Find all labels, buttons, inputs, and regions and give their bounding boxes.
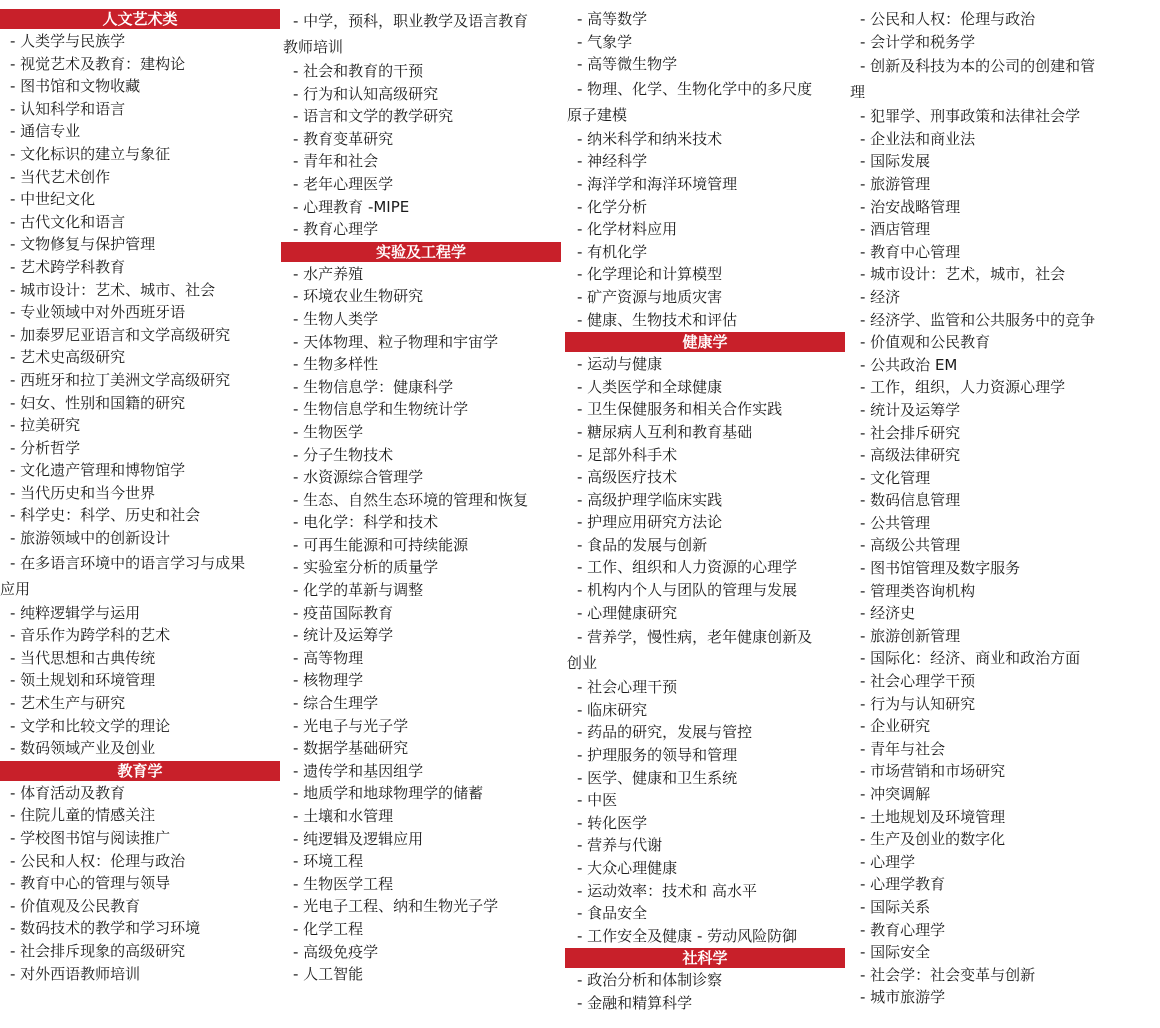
program-item: - 光电子与光子学 (293, 716, 409, 735)
program-item: - 人类医学和全球健康 (577, 377, 723, 396)
program-item: - 公民和人权：伦理与政治 (10, 851, 186, 870)
program-item: - 西班牙和拉丁美洲文学高级研究 (10, 370, 231, 389)
program-item: - 实验室分析的质量学 (293, 558, 439, 577)
program-item: - 高等微生物学 (577, 55, 678, 74)
program-item: - 转化医学 (577, 813, 648, 832)
program-item: - 市场营销和市场研究 (860, 762, 1006, 781)
program-item: - 文化管理 (860, 468, 931, 487)
program-item: - 青年和社会 (293, 152, 379, 171)
program-item: - 心理学 (860, 852, 916, 871)
program-item: - 学校图书馆与阅读推广 (10, 829, 171, 847)
program-item: - 住院儿童的情感关注 (10, 806, 156, 825)
program-item: - 纯粹逻辑学与运用 (10, 603, 141, 622)
program-item: - 国际关系 (860, 897, 931, 916)
program-item-line-2: 创业 (567, 654, 598, 673)
program-item: - 神经科学 (577, 152, 648, 171)
program-item: - 天体物理、粒子物理和宇宙学 (293, 332, 499, 351)
column-4 (850, 8, 1130, 1009)
program-item: - 化学分析 (577, 197, 648, 216)
program-item: - 统计及运筹学 (860, 400, 961, 419)
program-item: - 机构内个人与团队的管理与发展 (577, 581, 798, 600)
program-item: - 数码领域产业及创业 (10, 739, 156, 758)
program-item: - 足部外科手术 (577, 445, 678, 464)
program-item: - 矿产资源与地质灾害 (577, 287, 723, 306)
program-item: - 文学和比较文学的理论 (10, 716, 171, 735)
program-item: - 图书馆管理及数字服务 (860, 559, 1021, 578)
program-item: - 管理类咨询机构 (860, 581, 976, 600)
program-item: - 艺术史高级研究 (10, 348, 126, 367)
program-item: - 化学材料应用 (577, 220, 678, 239)
program-item: - 语言和文学的教学研究 (293, 107, 454, 126)
program-item: - 纯逻辑及逻辑应用 (293, 829, 424, 848)
program-item: - 护理应用研究方法论 (577, 513, 723, 532)
program-item: - 环境工程 (293, 852, 364, 871)
program-item: - 金融和精算科学 (577, 993, 693, 1012)
program-item: - 统计及运筹学 (293, 626, 394, 645)
program-item: - 旅游管理 (860, 174, 931, 193)
program-item: - 会计学和税务学 (860, 32, 976, 51)
program-item: - 古代文化和语言 (10, 212, 126, 231)
program-item: - 治安战略管理 (860, 197, 961, 216)
program-item: - 城市设计：艺术，城市，社会 (860, 265, 1066, 284)
program-item: - 心理学教育 (860, 875, 946, 894)
program-item: - 视觉艺术及教育：建构论 (10, 54, 186, 73)
program-item: - 音乐作为跨学科的艺术 (10, 626, 171, 645)
program-item: - 艺术跨学科教育 (10, 257, 126, 276)
program-item: - 国际化：经济、商业和政治方面 (860, 649, 1081, 668)
program-item: - 核物理学 (293, 671, 364, 690)
program-item: - 数据学基础研究 (293, 739, 409, 758)
program-item: - 高级护理学临床实践 (577, 490, 723, 509)
program-item: - 气象学 (577, 32, 633, 51)
program-item: - 化学工程 (293, 919, 364, 938)
program-item: - 工作安全及健康 - 劳动风险防御 (577, 926, 798, 945)
program-item: - 企业法和商业法 (860, 129, 976, 148)
program-item: - 水产养殖 (293, 264, 364, 283)
program-item: - 疫苗国际教育 (293, 603, 394, 622)
program-item: - 生物医学工程 (293, 874, 394, 893)
program-item-line-1: - 创新及科技为本的公司的创建和管 (860, 57, 1096, 76)
program-item: - 当代思想和古典传统 (10, 648, 156, 667)
program-item: - 经济学、监管和公共服务中的竞争 (860, 310, 1096, 329)
program-item: - 犯罪学、刑事政策和法律社会学 (860, 107, 1081, 126)
section-header: 人文艺术类 (0, 9, 280, 29)
program-item: - 价值观及公民教育 (10, 896, 141, 915)
program-item: - 纳米科学和纳米技术 (577, 129, 723, 148)
program-item: - 社会排斥现象的高级研究 (10, 941, 186, 960)
program-item: - 当代艺术创作 (10, 167, 111, 186)
program-item: - 环境农业生物研究 (293, 287, 424, 306)
program-item: - 公民和人权：伦理与政治 (860, 10, 1036, 28)
program-item: - 社会学：社会变革与创新 (860, 965, 1036, 984)
program-item: - 有机化学 (577, 242, 648, 261)
program-item: - 高级医疗技术 (577, 468, 678, 487)
program-item: - 运动与健康 (577, 355, 663, 374)
program-item: - 企业研究 (860, 717, 931, 736)
program-item: - 生物多样性 (293, 355, 379, 374)
program-item: - 水资源综合管理学 (293, 468, 424, 487)
program-item: - 护理服务的领导和管理 (577, 746, 738, 765)
program-item-line-2: 应用 (0, 579, 31, 598)
program-item-line-2: 教师培训 (283, 38, 344, 56)
section-header: 社科学 (565, 948, 845, 968)
program-item: - 高级免疫学 (293, 942, 379, 961)
program-item: - 认知科学和语言 (10, 99, 126, 118)
program-item: - 卫生保健服务和相关合作实践 (577, 400, 783, 419)
program-item: - 社会排斥研究 (860, 423, 961, 442)
section-header: 教育学 (0, 761, 280, 781)
section-header: 实验及工程学 (281, 242, 561, 262)
program-item: - 食品安全 (577, 904, 648, 923)
program-item: - 社会心理干预 (577, 678, 678, 697)
program-item: - 大众心理健康 (577, 859, 678, 877)
program-item: - 中医 (577, 791, 618, 810)
program-item: - 高等数学 (577, 10, 648, 28)
program-item: - 文物修复与保护管理 (10, 235, 156, 254)
program-item: - 心理健康研究 (577, 603, 678, 622)
program-item: - 当代历史和当今世界 (10, 483, 156, 502)
program-item: - 综合生理学 (293, 694, 379, 713)
program-item: - 化学理论和计算模型 (577, 265, 723, 284)
program-item: - 国际发展 (860, 152, 931, 171)
program-item: - 生物信息学：健康科学 (293, 377, 454, 396)
program-item: - 糖尿病人互利和教育基础 (577, 422, 753, 441)
program-item (283, 8, 563, 60)
program-item: - 化学的革新与调整 (293, 581, 424, 600)
program-item: - 体育活动及教育 (10, 783, 126, 802)
program-item: - 人工智能 (293, 965, 364, 984)
program-item: - 老年心理医学 (293, 174, 394, 193)
program-item: - 地质学和地球物理学的储蓄 (293, 784, 484, 803)
program-item-line-1: - 物理、化学、生物化学中的多尺度 (577, 79, 813, 98)
program-item: - 土壤和水管理 (293, 807, 394, 825)
program-item (567, 624, 847, 676)
program-item (567, 76, 847, 128)
program-item: - 教育中心的管理与领导 (10, 874, 171, 893)
program-item: - 临床研究 (577, 700, 648, 719)
program-item: - 光电子工程、纳和生物光子学 (293, 897, 499, 916)
program-item: - 文化遗产管理和博物馆学 (10, 461, 186, 480)
program-item: - 旅游领域中的创新设计 (10, 529, 171, 548)
program-item: - 分子生物技术 (293, 445, 394, 464)
program-item-line-1: - 在多语言环境中的语言学习与成果 (10, 553, 246, 572)
program-item: - 生物医学 (293, 422, 364, 441)
program-item: - 社会心理学干预 (860, 672, 976, 691)
program-item: - 公共政治 EM (860, 355, 958, 374)
program-item: - 营养与代谢 (577, 836, 663, 855)
program-item: - 经济 (860, 287, 901, 306)
program-item: - 加泰罗尼亚语言和文学高级研究 (10, 325, 231, 344)
program-item: - 艺术生产与研究 (10, 694, 126, 713)
program-item: - 拉美研究 (10, 416, 81, 435)
program-item: - 妇女、性别和国籍的研究 (10, 393, 186, 412)
program-item: - 图书馆和文物收藏 (10, 77, 141, 96)
program-item: - 工作、组织和人力资源的心理学 (577, 558, 798, 577)
program-item: - 价值观和公民教育 (860, 333, 991, 352)
program-item: - 经济史 (860, 604, 916, 623)
program-item: - 城市设计：艺术、城市、社会 (10, 280, 216, 299)
program-item: - 教育中心管理 (860, 242, 961, 261)
program-item: - 行为和认知高级研究 (293, 84, 439, 103)
program-item: - 通信专业 (10, 122, 81, 141)
program-item: - 专业领域中对外西班牙语 (10, 303, 186, 322)
program-item: - 健康、生物技术和评估 (577, 310, 738, 329)
program-item: - 生态、自然生态环境的管理和恢复 (293, 490, 529, 509)
program-item: - 药品的研究，发展与管控 (577, 723, 753, 742)
section-header: 健康学 (565, 332, 845, 352)
program-item: - 行为与认知研究 (860, 694, 976, 713)
program-item: - 分析哲学 (10, 438, 81, 457)
program-item: - 可再生能源和可持续能源 (293, 535, 469, 554)
program-item: - 政治分析和体制诊察 (577, 971, 723, 990)
program-item: - 教育心理学 (293, 220, 379, 239)
program-item: - 生产及创业的数字化 (860, 830, 1006, 849)
program-item: - 数码信息管理 (860, 491, 961, 510)
program-item: - 酒店管理 (860, 220, 931, 239)
program-item: - 电化学：科学和技术 (293, 513, 439, 532)
program-item-line-2: 理 (850, 83, 866, 102)
program-item: - 人类学与民族学 (10, 32, 126, 50)
program-item: - 高等物理 (293, 648, 364, 667)
program-item (850, 53, 1130, 105)
program-item: - 冲突调解 (860, 785, 931, 803)
program-item: - 科学史：科学、历史和社会 (10, 506, 201, 525)
column-3 (567, 8, 847, 1015)
program-item: - 文化标识的建立与象征 (10, 144, 171, 163)
program-item (0, 550, 280, 602)
program-item-line-2: 原子建模 (567, 105, 628, 124)
program-item: - 高级法律研究 (860, 446, 961, 465)
program-item: - 土地规划及环境管理 (860, 807, 1006, 826)
program-item: - 心理教育 -MIPE (293, 197, 410, 216)
program-item: - 国际安全 (860, 943, 931, 962)
column-1 (0, 8, 280, 985)
program-item: - 教育心理学 (860, 920, 946, 939)
program-item-line-1: - 中学，预科，职业教学及语言教育 (293, 12, 529, 30)
program-item: - 高级公共管理 (860, 536, 961, 555)
program-item: - 海洋学和海洋环境管理 (577, 174, 738, 193)
program-item: - 医学、健康和卫生系统 (577, 768, 738, 787)
column-2 (283, 8, 563, 986)
program-item: - 公共管理 (860, 513, 931, 532)
program-item: - 运动效率：技术和 高水平 (577, 881, 757, 900)
program-item: - 领土规划和环境管理 (10, 671, 156, 690)
program-item: - 遗传学和基因组学 (293, 761, 424, 780)
program-item: - 工作，组织，人力资源心理学 (860, 378, 1066, 397)
program-item: - 社会和教育的干预 (293, 62, 424, 80)
program-item: - 中世纪文化 (10, 190, 96, 209)
program-item: - 数码技术的教学和学习环境 (10, 919, 201, 938)
program-item: - 旅游创新管理 (860, 626, 961, 645)
program-item: - 青年与社会 (860, 739, 946, 758)
program-item-line-1: - 营养学，慢性病，老年健康创新及 (577, 628, 813, 647)
program-item: - 生物信息学和生物统计学 (293, 400, 469, 419)
program-item: - 城市旅游学 (860, 988, 946, 1007)
program-item: - 教育变革研究 (293, 129, 394, 148)
program-item: - 对外西语教师培训 (10, 964, 141, 983)
program-item: - 食品的发展与创新 (577, 535, 708, 554)
program-item: - 生物人类学 (293, 309, 379, 328)
